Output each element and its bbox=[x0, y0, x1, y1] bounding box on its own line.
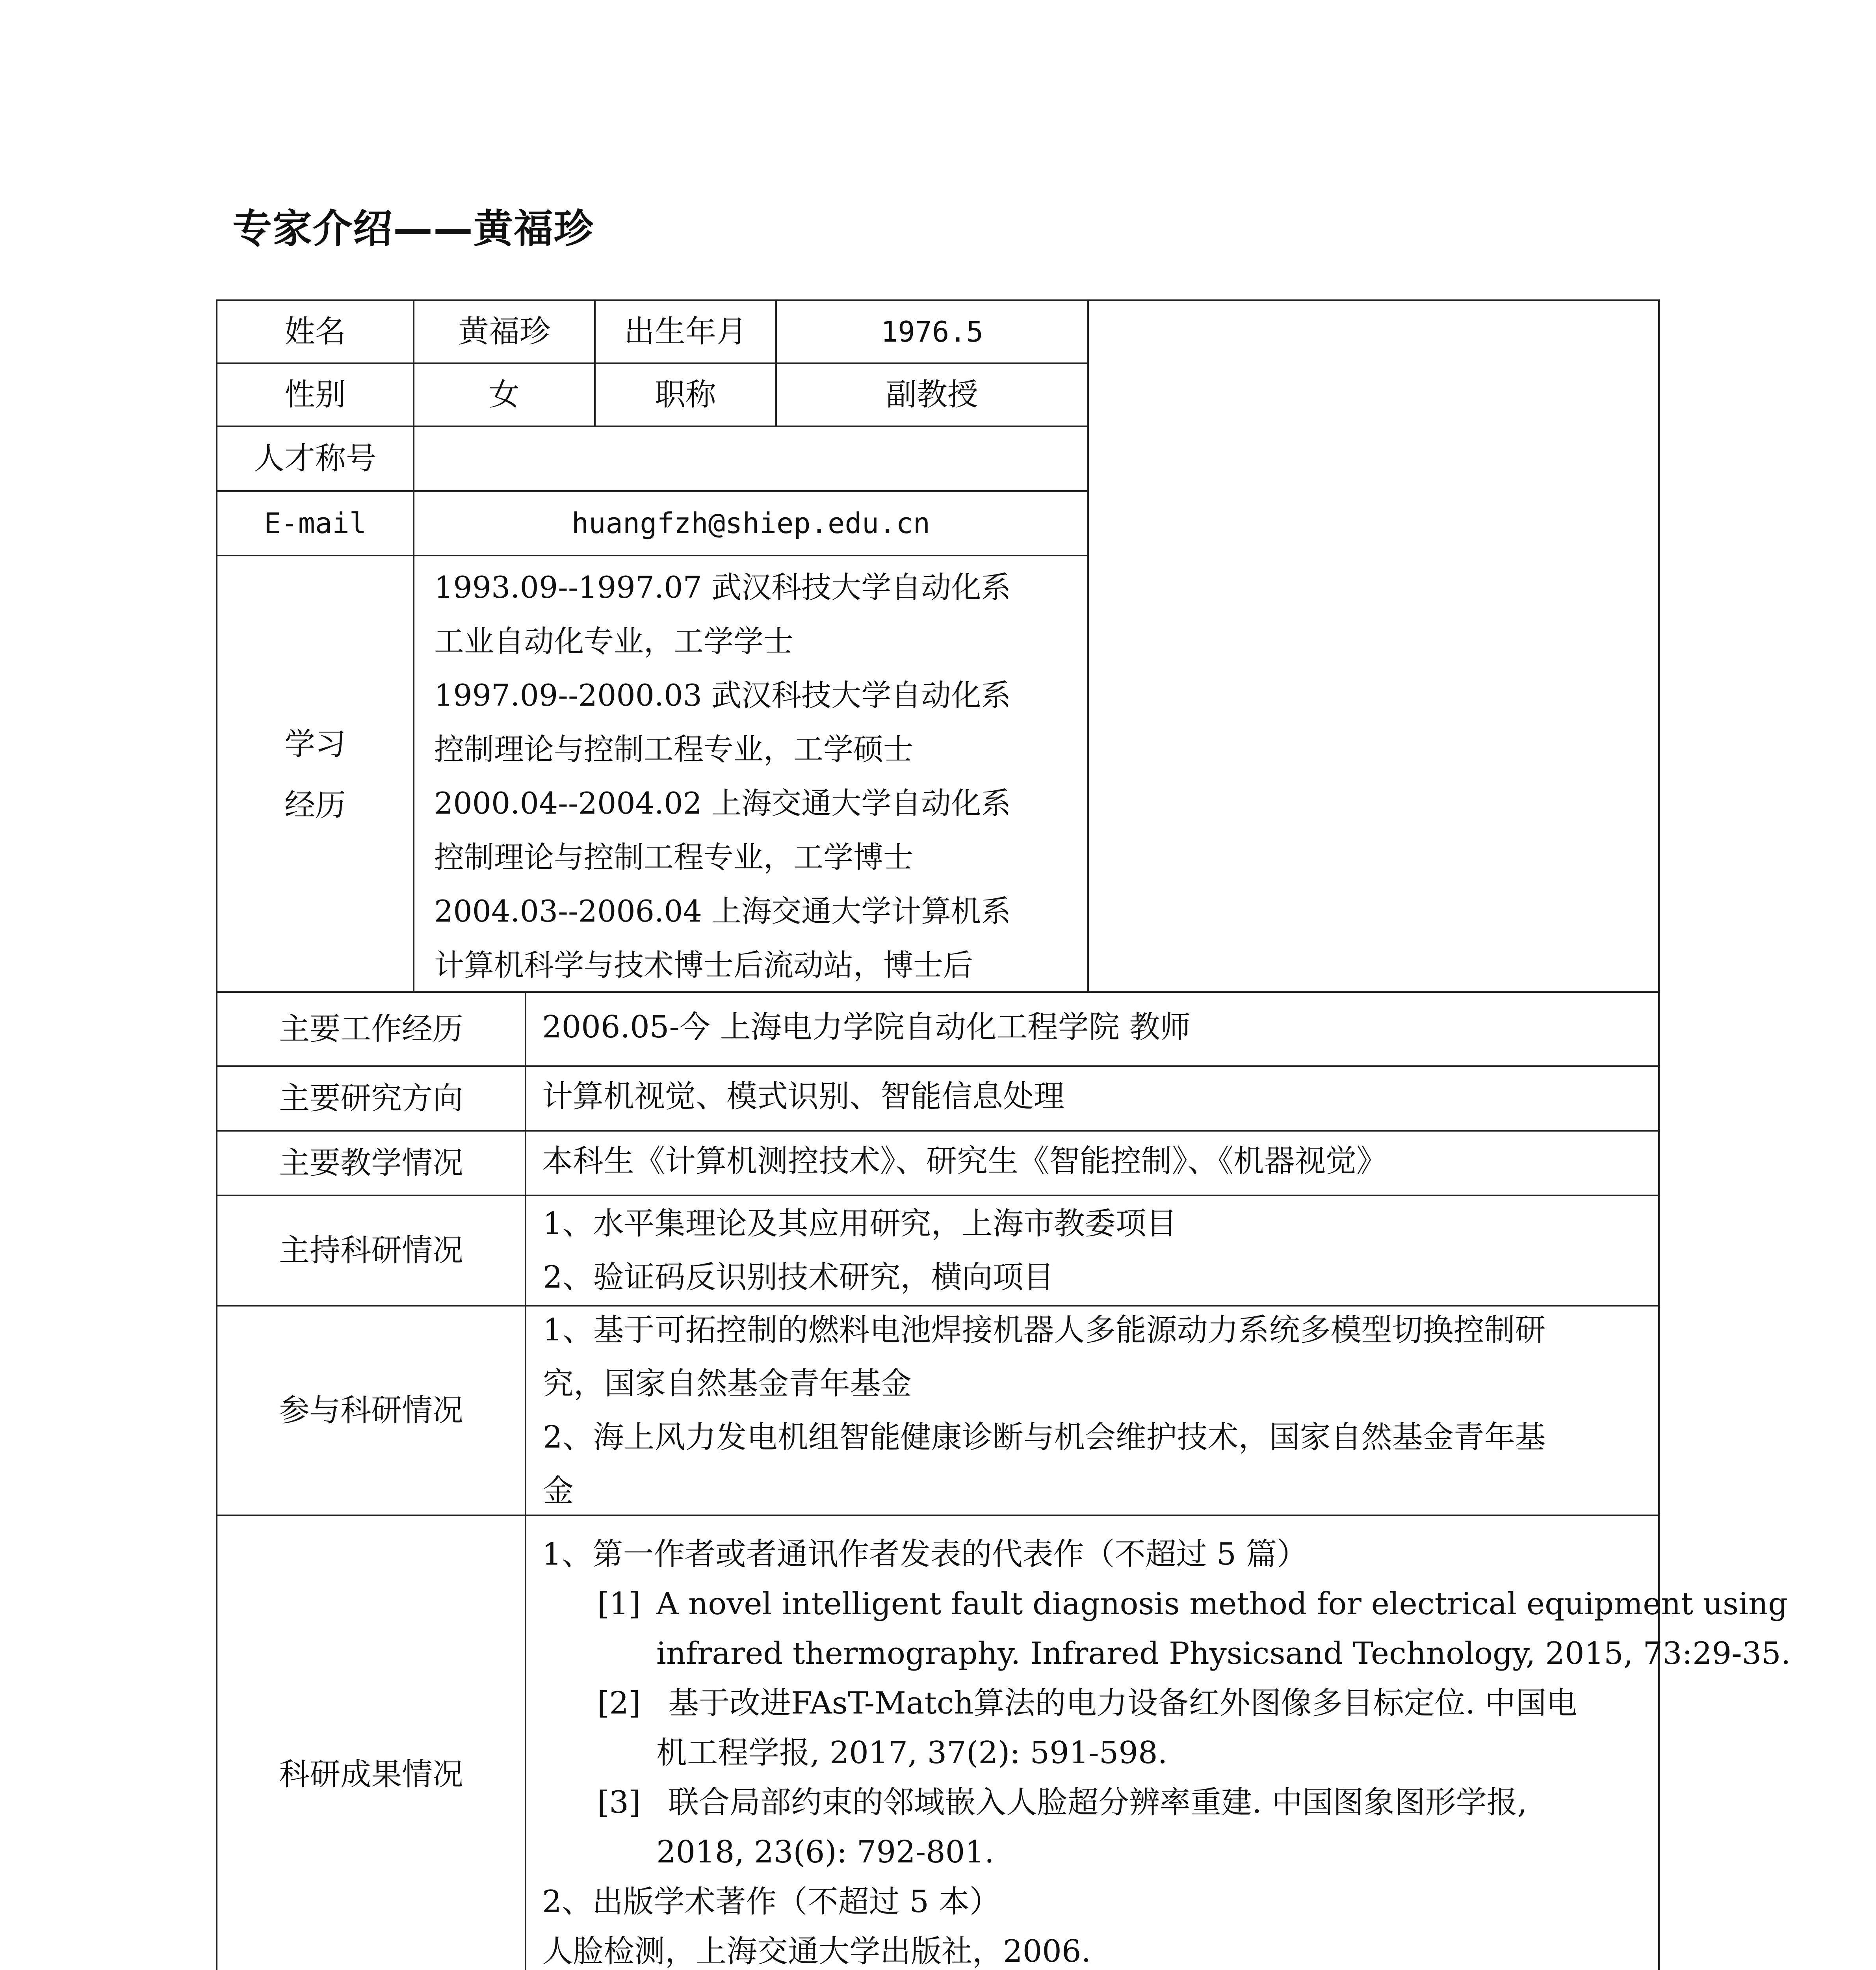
research-direction-label: 主要研究方向 bbox=[216, 1065, 526, 1132]
gender-value: 女 bbox=[413, 362, 596, 427]
work-label: 主要工作经历 bbox=[216, 991, 526, 1067]
hosted-project-line: 2、验证码反识别技术研究，横向项目 bbox=[543, 1260, 1054, 1295]
paper-line: 2018, 23(6): 792-801. bbox=[656, 1834, 994, 1870]
birth-label: 出生年月 bbox=[594, 299, 777, 364]
participated-projects-label: 参与科研情况 bbox=[216, 1305, 526, 1516]
education-line: 1993.09--1997.07 武汉科技大学自动化系 bbox=[434, 570, 1011, 605]
education-label-line-1: 学习 bbox=[284, 727, 346, 762]
education-line: 控制理论与控制工程专业，工学博士 bbox=[434, 840, 913, 875]
paper-entry bbox=[542, 1678, 1658, 1778]
education-label-line-2: 经历 bbox=[284, 788, 346, 823]
education-line: 2000.04--2004.02 上海交通大学自动化系 bbox=[434, 786, 1011, 821]
talent-label: 人才称号 bbox=[216, 426, 414, 492]
teaching-value: 本科生《计算机测控技术》、研究生《智能控制》、《机器视觉》 bbox=[525, 1130, 1660, 1196]
profile-table bbox=[216, 299, 1791, 1970]
paper-number: [2] bbox=[597, 1686, 641, 1721]
achievements-content bbox=[525, 1515, 1791, 1970]
paper-entry bbox=[542, 1778, 1658, 1877]
education-content bbox=[413, 555, 1089, 993]
paper-number: [3] bbox=[597, 1785, 641, 1820]
hosted-projects-content bbox=[525, 1195, 1660, 1307]
paper-line: 联合局部约束的邻域嵌入人脸超分辨率重建. 中国图象图形学报, bbox=[668, 1785, 1527, 1820]
page-title: 专家介绍——黄福珍 bbox=[232, 206, 594, 252]
paper-number: [1] bbox=[597, 1586, 641, 1622]
paper-line: infrared thermography. Infrared Physicsand Technology, 2015, 73:29-35. bbox=[656, 1636, 1791, 1671]
education-line: 1997.09--2000.03 武汉科技大学自动化系 bbox=[434, 678, 1011, 713]
birth-value: 1976.5 bbox=[775, 299, 1089, 364]
papers-heading: 1、第一作者或者通讯作者发表的代表作（不超过 5 篇） bbox=[542, 1537, 1308, 1572]
gender-label: 性别 bbox=[216, 362, 414, 427]
achievements-label: 科研成果情况 bbox=[216, 1515, 526, 1970]
paper-line: 基于改进FAsT-Match算法的电力设备红外图像多目标定位. 中国电 bbox=[668, 1686, 1577, 1721]
name-value: 黄福珍 bbox=[413, 299, 596, 364]
education-label bbox=[216, 555, 414, 993]
participated-project-line: 2、海上风力发电机组智能健康诊断与机会维护技术，国家自然基金青年基 bbox=[543, 1420, 1546, 1455]
talent-value bbox=[413, 426, 1089, 492]
teaching-label: 主要教学情况 bbox=[216, 1130, 526, 1196]
education-line: 计算机科学与技术博士后流动站，博士后 bbox=[434, 948, 973, 983]
research-direction-value: 计算机视觉、模式识别、智能信息处理 bbox=[525, 1065, 1660, 1132]
email-value: huangfzh@shiep.edu.cn bbox=[413, 490, 1089, 556]
education-line: 2004.03--2006.04 上海交通大学计算机系 bbox=[434, 894, 1011, 929]
book-entry: 人脸检测，上海交通大学出版社，2006. bbox=[542, 1934, 1091, 1969]
work-value: 2006.05-今 上海电力学院自动化工程学院 教师 bbox=[525, 991, 1660, 1067]
education-line: 工业自动化专业，工学学士 bbox=[434, 624, 793, 659]
participated-project-line: 究，国家自然基金青年基金 bbox=[543, 1366, 912, 1401]
education-line: 控制理论与控制工程专业，工学硕士 bbox=[434, 732, 913, 767]
books-heading: 2、出版学术著作（不超过 5 本） bbox=[542, 1884, 1000, 1920]
participated-project-line: 金 bbox=[543, 1473, 574, 1509]
paper-entry bbox=[542, 1579, 1791, 1678]
rank-label: 职称 bbox=[594, 362, 777, 427]
hosted-project-line: 1、水平集理论及其应用研究，上海市教委项目 bbox=[543, 1206, 1177, 1241]
paper-line: A novel intelligent fault diagnosis method for electrical equipment using bbox=[656, 1586, 1788, 1622]
participated-projects-content bbox=[525, 1305, 1660, 1516]
name-label: 姓名 bbox=[216, 299, 414, 364]
photo-area bbox=[1087, 299, 1660, 993]
hosted-projects-label: 主持科研情况 bbox=[216, 1195, 526, 1307]
paper-line: 机工程学报, 2017, 37(2): 591-598. bbox=[656, 1735, 1168, 1771]
rank-value: 副教授 bbox=[775, 362, 1089, 427]
email-label: E-mail bbox=[216, 490, 414, 556]
participated-project-line: 1、基于可拓控制的燃料电池焊接机器人多能源动力系统多模型切换控制研 bbox=[543, 1312, 1546, 1348]
